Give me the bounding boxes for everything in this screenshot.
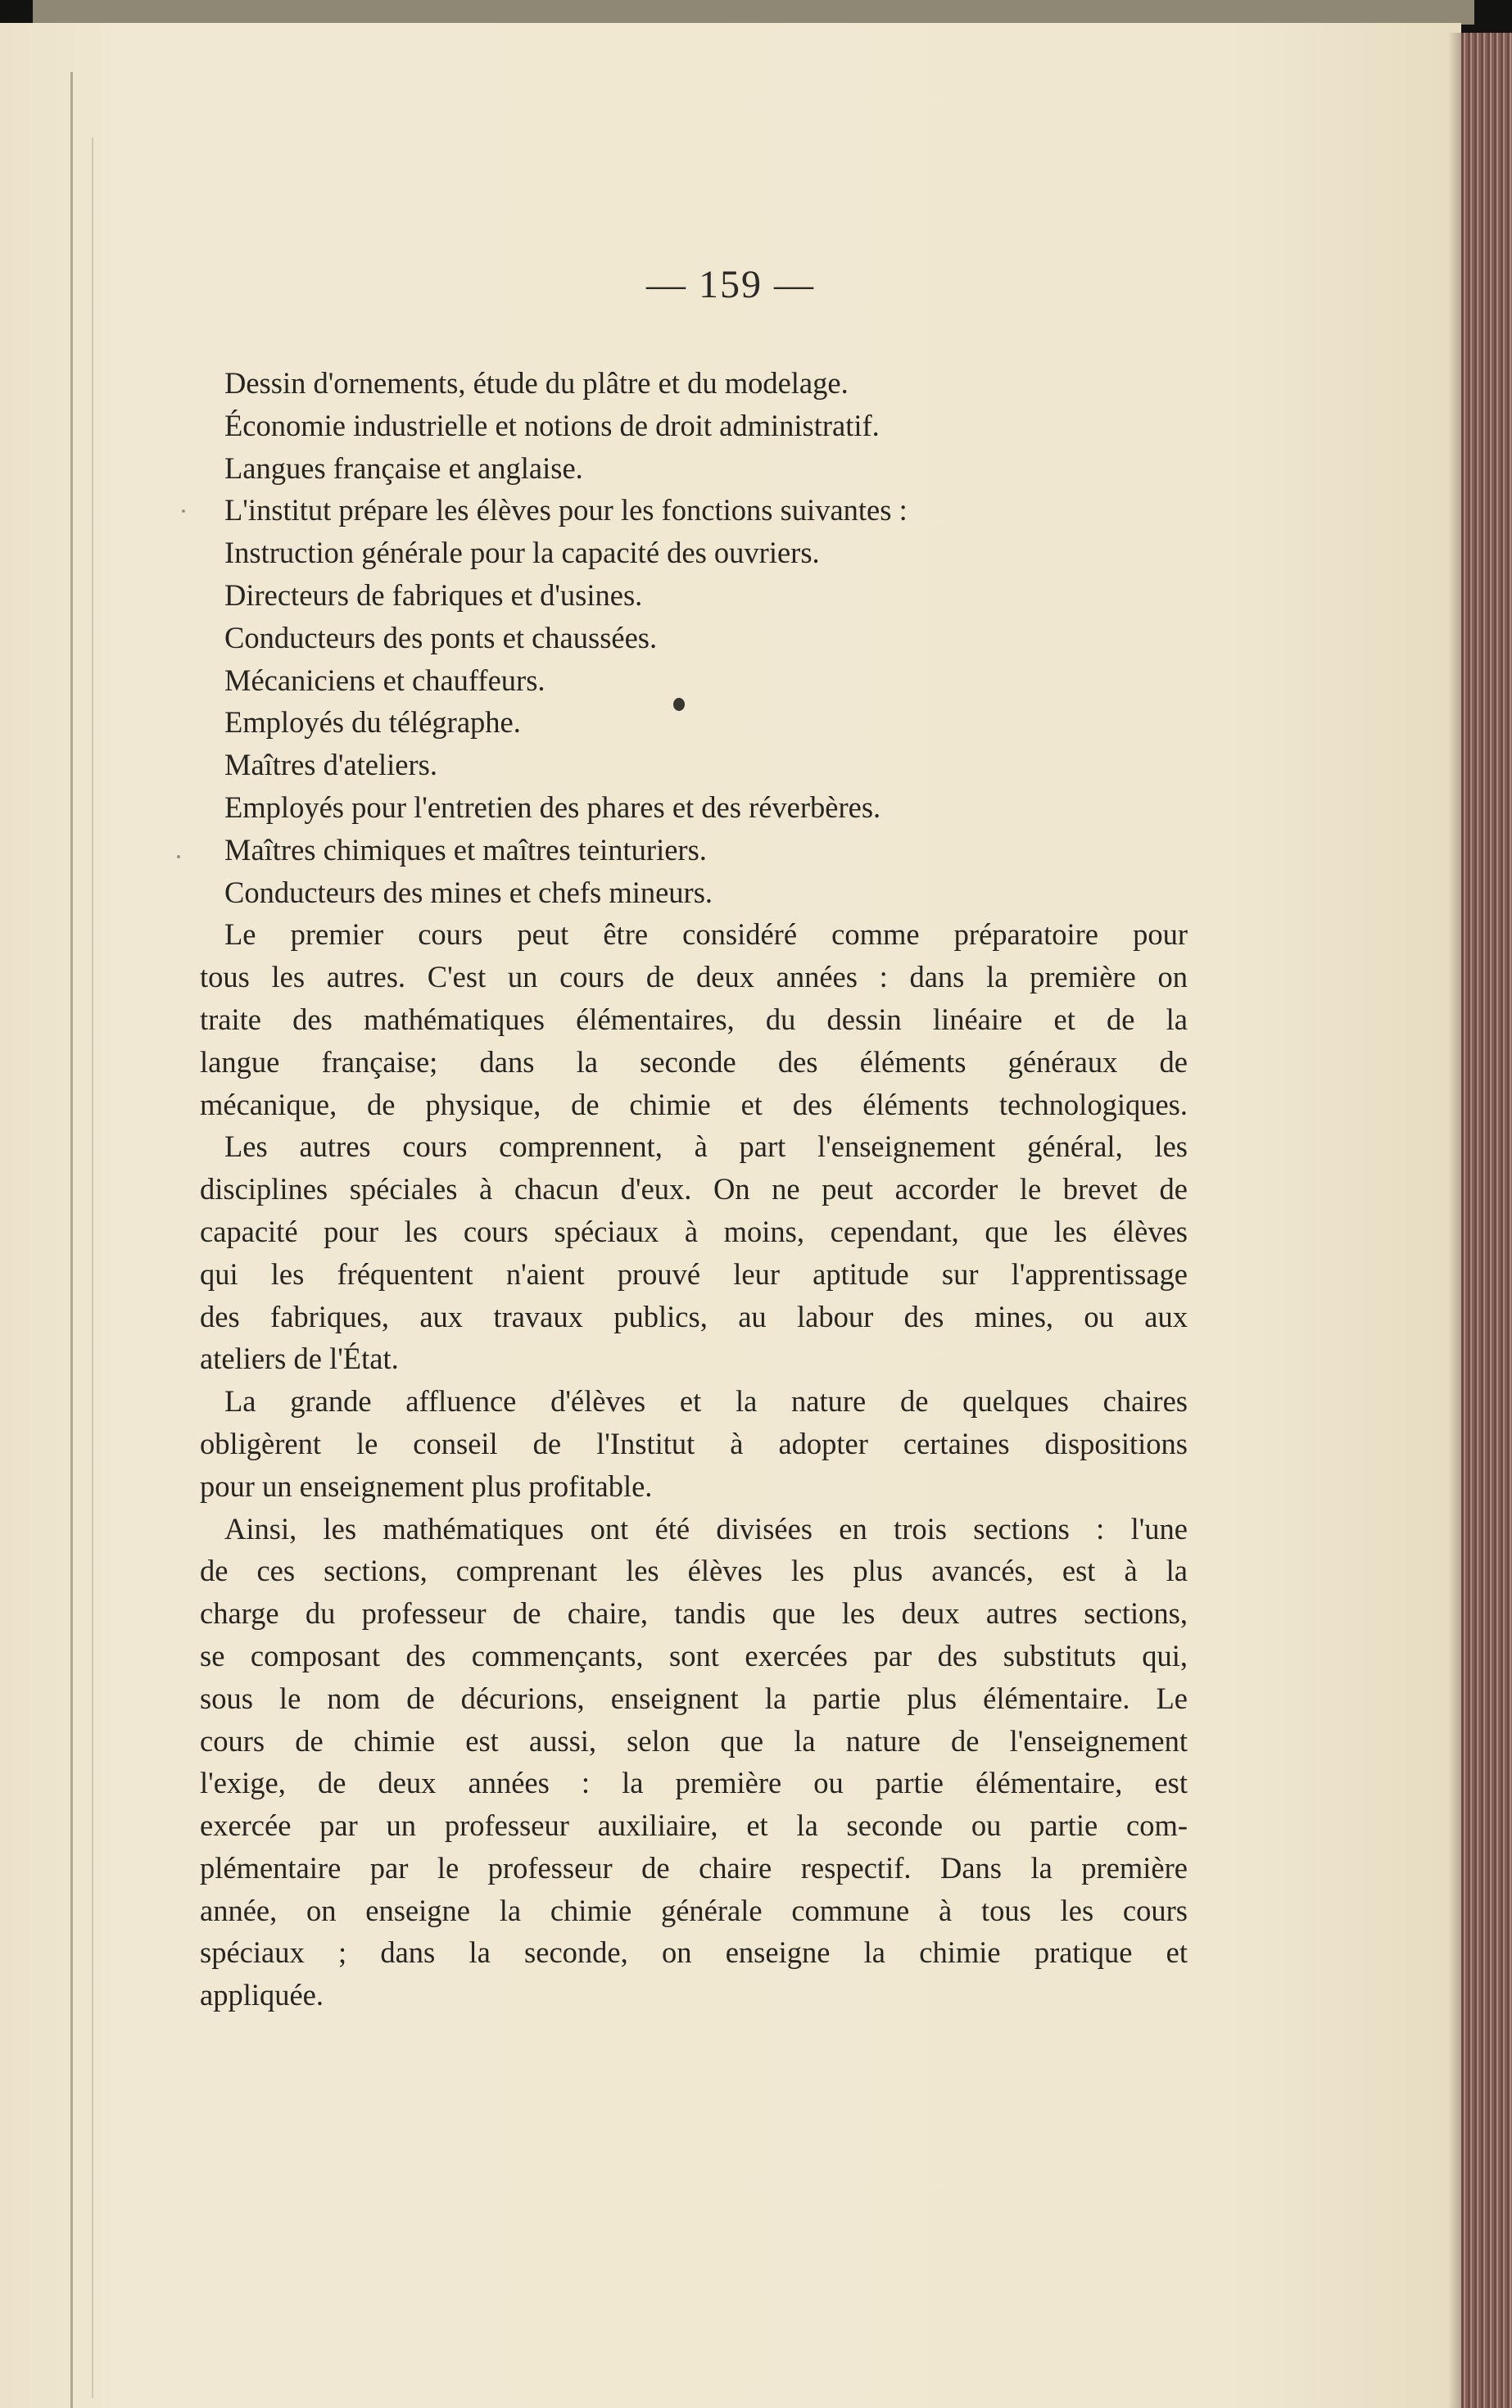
ink-speck [182,509,185,513]
text-line: pour un enseignement plus profitable. [200,1469,653,1503]
page-stack-shadow [1448,33,1461,2408]
text-line: disciplines spéciales à chacun d'eux. On ne peut accorder le brevet de [200,1172,1188,1206]
text-line: Conducteurs des mines et chefs mineurs. [224,875,713,909]
text-line: année, on enseigne la chimie générale commune à tous les cours [200,1893,1188,1927]
ink-speck [177,855,180,858]
ink-spot [673,698,685,711]
text-line: spéciaux ; dans la seconde, on enseigne la chimie pratique et [200,1935,1188,1970]
text-line: l'exige, de deux années : la première ou partie élémentaire, est [200,1766,1188,1800]
text-line: Maîtres chimiques et maîtres teinturiers. [224,832,707,867]
page-top-edge [33,0,1474,25]
text-line: Dessin d'ornements, étude du plâtre et du modelage. [224,366,849,400]
gutter-line [70,72,73,2408]
text-line: Conducteurs des ponts et chaussées. [224,620,658,654]
page-stack-edge [1461,33,1512,2408]
text-line: charge du professeur de chaire, tandis que les deux autres sections, [200,1596,1188,1631]
text-line: qui les fréquentent n'aient prouvé leur aptitude sur l'apprentissage [200,1256,1188,1291]
text-line: obligèrent le conseil de l'Institut à adopter certaines dispositions [200,1426,1188,1460]
text-line: sous le nom de décurions, enseignent la partie plus élémentaire. Le [200,1681,1188,1715]
text-line: Les autres cours comprennent, à part l'enseignement général, les [224,1129,1188,1164]
text-line: Directeurs de fabriques et d'usines. [224,577,643,612]
text-line: Ainsi, les mathématiques ont été divisées en trois sections : l'une [224,1511,1188,1546]
paper-page [0,23,1461,2408]
text-line: mécanique, de physique, de chimie et des éléments technologiques. [200,1087,1188,1121]
text-line: se composant des commençants, sont exercées par des substituts qui, [200,1638,1188,1672]
text-line: Économie industrielle et notions de droit administratif. [224,408,880,442]
text-line: La grande affluence d'élèves et la nature de quelques chaires [224,1384,1188,1419]
text-line: Le premier cours peut être considéré comme préparatoire pour [224,917,1188,952]
text-line: de ces sections, comprenant les élèves les plus avancés, est à la [200,1554,1188,1588]
text-line: Instruction générale pour la capacité des ouvriers. [224,536,820,570]
gutter-line-inner [92,138,93,2398]
text-line: Employés du télégraphe. [224,705,521,740]
text-line: des fabriques, aux travaux publics, au labour des mines, ou aux [200,1299,1188,1333]
text-line: L'institut prépare les élèves pour les fonctions suivantes : [224,493,908,527]
text-line: Maîtres d'ateliers. [224,748,437,782]
text-line: cours de chimie est aussi, selon que la nature de l'enseignement [200,1723,1188,1758]
text-line: langue française; dans la seconde des éléments généraux de [200,1044,1188,1079]
text-line: traite des mathématiques élémentaires, du dessin linéaire et de la [200,1002,1188,1036]
text-line: tous les autres. C'est un cours de deux années : dans la première on [200,960,1188,994]
text-line: capacité pour les cours spéciaux à moins, cependant, que les élèves [200,1214,1188,1248]
text-line: ateliers de l'État. [200,1342,399,1376]
text-line: Employés pour l'entretien des phares et des réverbères. [224,790,881,824]
text-line: Langues française et anglaise. [224,450,583,485]
text-line: appliquée. [200,1978,324,2012]
text-line: exercée par un professeur auxiliaire, et la seconde ou partie com- [200,1808,1188,1843]
body-text [200,362,1188,2016]
text-line: Mécaniciens et chauffeurs. [224,663,545,697]
page-number: — 159 — [646,263,815,306]
text-line: plémentaire par le professeur de chaire respectif. Dans la première [200,1850,1188,1885]
